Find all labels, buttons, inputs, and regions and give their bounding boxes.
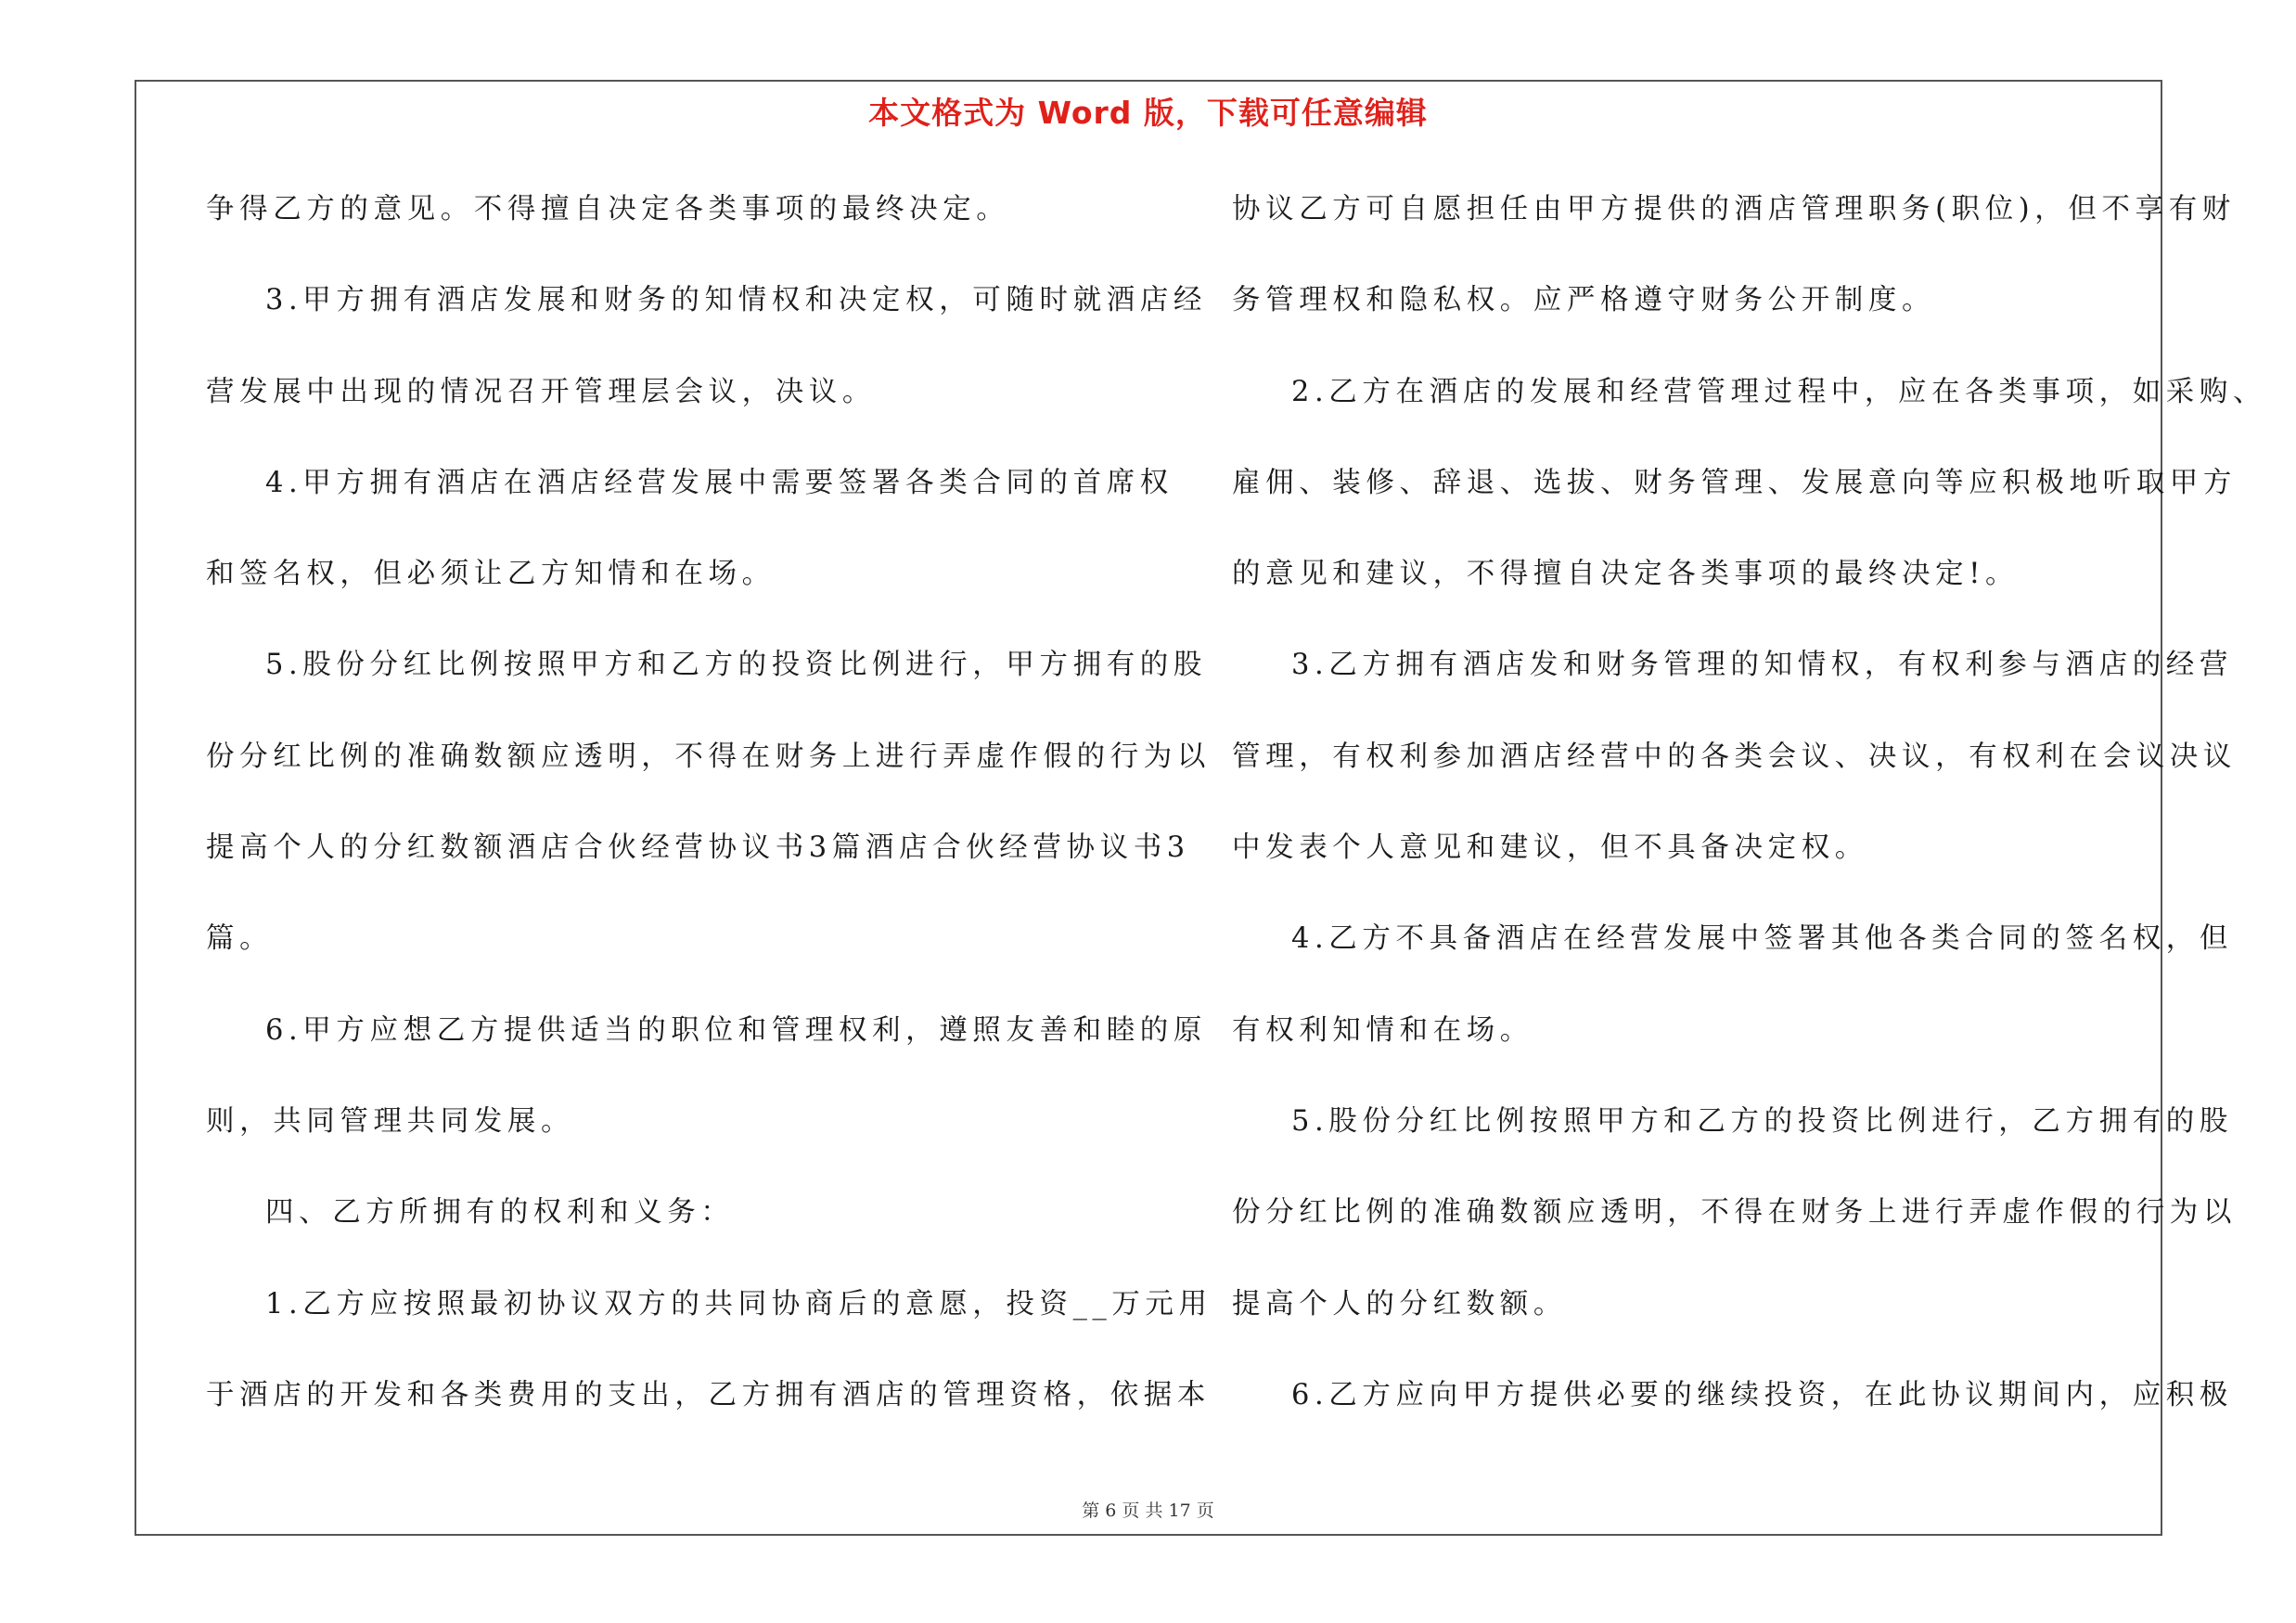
paragraph-line: 管理，有权利参加酒店经营中的各类会议、决议，有权利在会议决议 xyxy=(1232,740,2237,773)
current-page: 6 xyxy=(1105,1501,1117,1521)
paragraph-line: 4.乙方不具备酒店在经营发展中签署其他各类合同的签名权，但 xyxy=(1291,922,2233,956)
page-suffix: 页 xyxy=(1196,1501,1214,1521)
paragraph-line: 提高个人的分红数额。 xyxy=(1232,1287,1567,1320)
page-prefix: 第 xyxy=(1082,1501,1100,1521)
page-mid: 页 共 xyxy=(1122,1501,1163,1521)
paragraph-line: 6.甲方应想乙方提供适当的职位和管理权利，遵照友善和睦的原 xyxy=(265,1013,1207,1047)
paragraph-line: 有权利知情和在场。 xyxy=(1232,1013,1533,1047)
paragraph-line: 2.乙方在酒店的发展和经营管理过程中，应在各类事项，如采购、 xyxy=(1291,375,2267,408)
right-column xyxy=(1232,182,2267,1459)
paragraph-line: 雇佣、装修、辞退、选拔、财务管理、发展意向等应积极地听取甲方 xyxy=(1232,466,2237,499)
paragraph-line: 提高个人的分红数额酒店合伙经营协议书3篇酒店合伙经营协议书3 xyxy=(206,831,1190,865)
paragraph-line: 则，共同管理共同发展。 xyxy=(206,1104,575,1138)
paragraph-line: 协议乙方可自愿担任由甲方提供的酒店管理职务(职位)，但不享有财 xyxy=(1232,193,2236,225)
paragraph-line: 5.股份分红比例按照甲方和乙方的投资比例进行，甲方拥有的股 xyxy=(265,649,1207,682)
paragraph-line: 篇。 xyxy=(206,922,274,956)
paragraph-line: 份分红比例的准确数额应透明，不得在财务上进行弄虚作假的行为以 xyxy=(1232,1196,2237,1230)
paragraph-line: 争得乙方的意见。不得擅自决定各类事项的最终决定。 xyxy=(206,193,1010,225)
page-number xyxy=(0,1497,2296,1522)
paragraph-line: 5.股份分红比例按照甲方和乙方的投资比例进行，乙方拥有的股 xyxy=(1291,1104,2233,1138)
paragraph-line: 和签名权，但必须让乙方知情和在场。 xyxy=(206,558,776,591)
paragraph-line: 4.甲方拥有酒店在酒店经营发展中需要签署各类合同的首席权 xyxy=(265,466,1174,499)
paragraph-line: 6.乙方应向甲方提供必要的继续投资，在此协议期间内，应积极 xyxy=(1291,1378,2233,1411)
paragraph-line: 份分红比例的准确数额应透明，不得在财务上进行弄虚作假的行为以 xyxy=(206,740,1211,773)
paragraph-line: 中发表个人意见和建议，但不具备决定权。 xyxy=(1232,831,1868,865)
section-heading: 四、乙方所拥有的权利和义务： xyxy=(265,1196,735,1230)
total-pages: 17 xyxy=(1168,1501,1191,1521)
paragraph-line: 于酒店的开发和各类费用的支出，乙方拥有酒店的管理资格，依据本 xyxy=(206,1378,1211,1411)
header-banner: 本文格式为 Word 版，下载可任意编辑 xyxy=(868,95,1428,131)
paragraph-line: 3.甲方拥有酒店发展和财务的知情权和决定权，可随时就酒店经 xyxy=(265,284,1207,317)
paragraph-line: 1.乙方应按照最初协议双方的共同协商后的意愿，投资__万元用 xyxy=(265,1287,1212,1320)
paragraph-line: 营发展中出现的情况召开管理层会议，决议。 xyxy=(206,375,876,408)
paragraph-line: 的意见和建议，不得擅自决定各类事项的最终决定!。 xyxy=(1232,558,2020,591)
paragraph-line: 3.乙方拥有酒店发和财务管理的知情权，有权利参与酒店的经营 xyxy=(1291,649,2233,682)
paragraph-line: 务管理权和隐私权。应严格遵守财务公开制度。 xyxy=(1232,284,1936,317)
left-column xyxy=(206,182,1212,1459)
